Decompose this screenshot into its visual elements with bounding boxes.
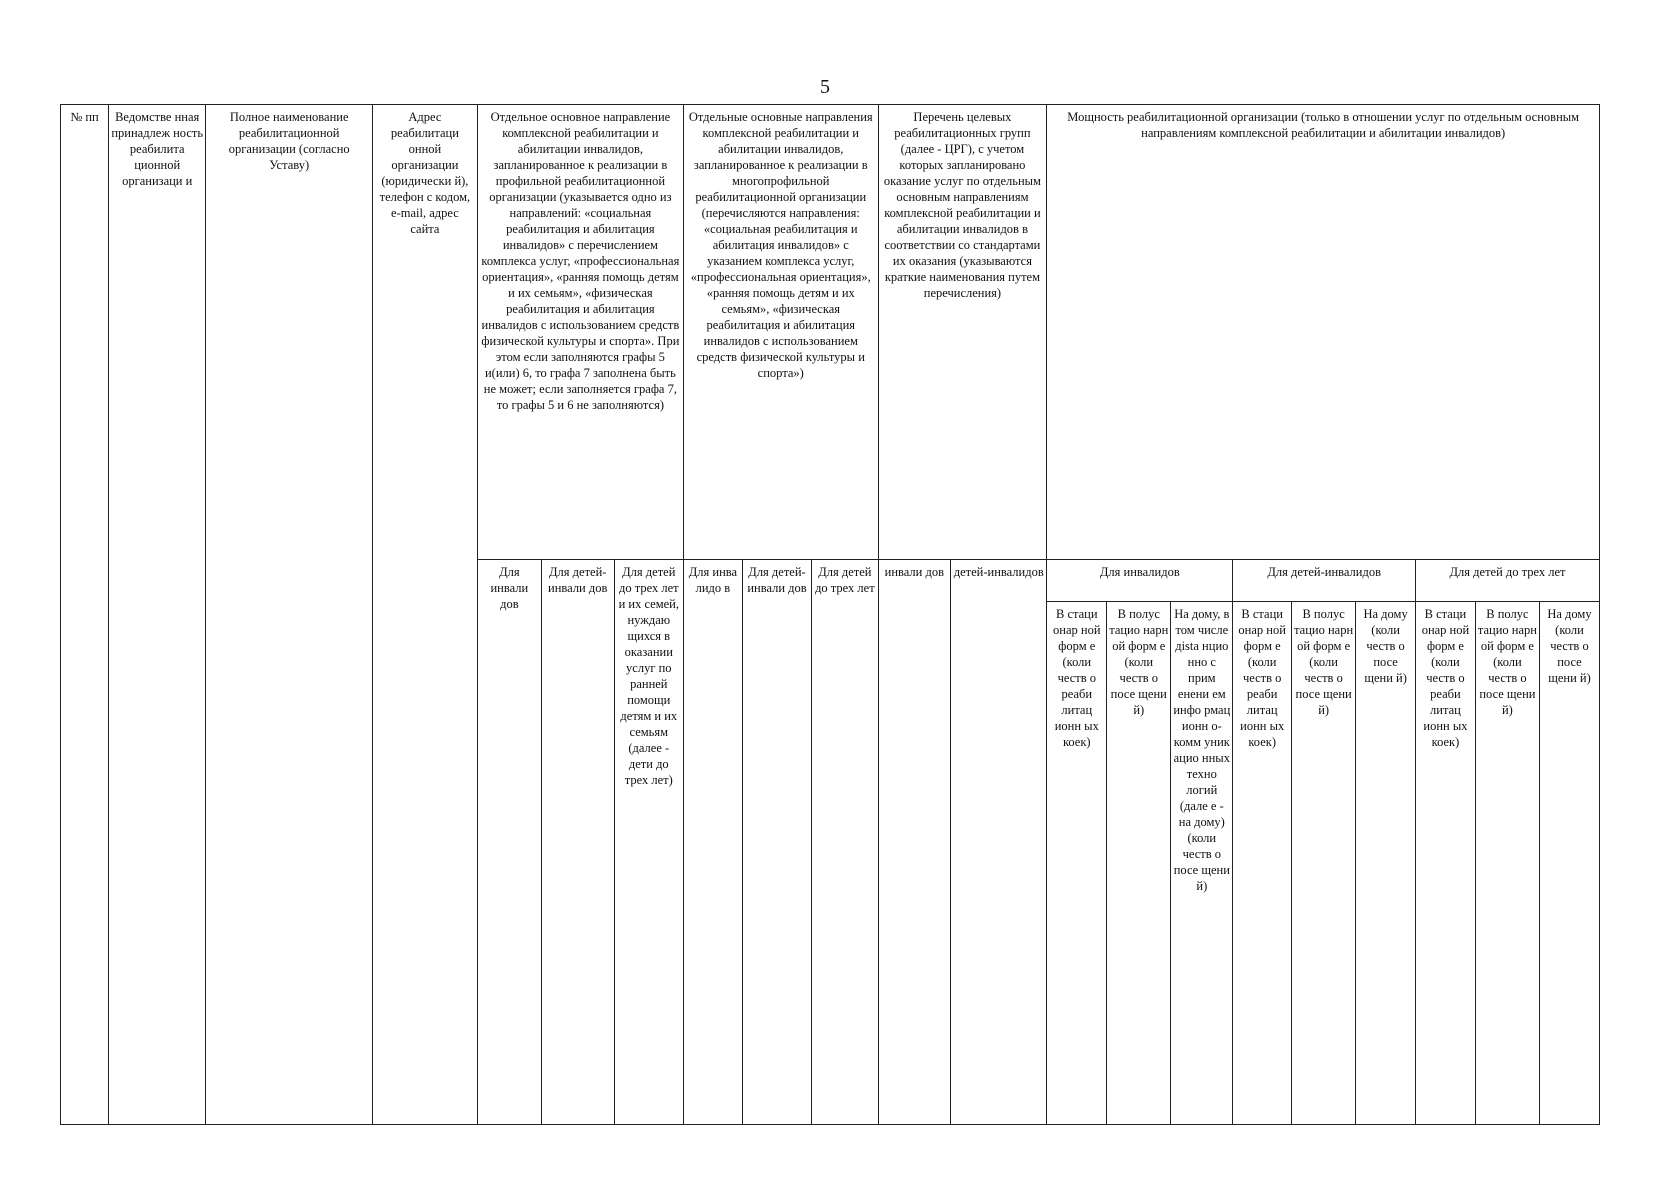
- leaf-disabled-stationary: В стаци онар ной форм е (коли честв о реаби литац ионн ых коек): [1047, 602, 1107, 1125]
- page-number: 5: [820, 76, 830, 98]
- leaf-disabled-children-home: На дому (коли честв о посе щени й): [1356, 602, 1416, 1125]
- sub-col6-disabled-children: Для детей-инвали дов: [742, 560, 811, 1125]
- header-target-groups: Перечень целевых реабилитационных групп (далее - ЦРГ), с учетом которых запланировано оказание услуг по отдельным основным направлениям комплексной реабилитации и абилитации инвалидов в соответствии со стандартами их оказания (указываются краткие наименования путем перечисления): [878, 105, 1047, 560]
- rehab-organizations-table: [60, 104, 1600, 1125]
- header-multiple-directions: Отдельные основные направления комплексной реабилитации и абилитации инвалидов, запланированное к реализации в многопрофильной реабилитационной организации (перечисляются направления: «социальная реабилитация и абилитация инвалидов» с указанием комплекса услуг, «профессиональная ориентация», «ранняя помощь детям и их семьям», «физическая реабилитация и абилитация инвалидов с использованием средств физической культуры и спорта»): [684, 105, 878, 560]
- header-full-name: Полное наименование реабилитационной организации (согласно Уставу): [206, 105, 373, 1125]
- group-children-under-three: Для детей до трех лет: [1416, 560, 1600, 602]
- group-disabled: Для инвалидов: [1047, 560, 1233, 602]
- sub-col7-disabled-children: детей-инвалидов: [951, 560, 1047, 1125]
- header-affiliation: Ведомстве нная принадлеж ность реабилита ционной организаци и: [109, 105, 206, 1125]
- sub-col6-children-under-three: Для детей до трех лет: [812, 560, 878, 1125]
- header-single-direction: Отдельное основное направление комплексной реабилитации и абилитации инвалидов, запланированное к реализации в профильной реабилитационной организации (указывается одно из направлений: «социальная реабилитация и абилитация инвалидов» с перечислением комплекса услуг, «профессиональная ориентация», «ранняя помощь детям и их семьям», «физическая реабилитация и абилитация инвалидов с использованием средств физической культуры и спорта». При этом если заполняются графы 5 и(или) 6, то графа 7 заполнена быть не может; если заполняется графа 7, то графы 5 и 6 не заполняются): [477, 105, 683, 560]
- leaf-disabled-children-semi-stationary: В полус тацио нарн ой форм е (коли честв о посе щени й): [1292, 602, 1356, 1125]
- sub-col5-children-under-three: Для детей до трех лет и их семей, нуждаю щихся в оказании услуг по ранней помощи детям и их семьям (далее - дети до трех лет): [614, 560, 683, 1125]
- header-number: № пп: [61, 105, 109, 1125]
- leaf-children-under-three-home: На дому (коли честв о посе щени й): [1539, 602, 1599, 1125]
- leaf-children-under-three-semi-stationary: В полус тацио нарн ой форм е (коли честв о посе щени й): [1475, 602, 1539, 1125]
- sub-col5-disabled-children: Для детей-инвали дов: [541, 560, 614, 1125]
- group-disabled-children: Для детей-инвалидов: [1233, 560, 1416, 602]
- header-capacity: Мощность реабилитационной организации (только в отношении услуг по отдельным основным направлениям комплексной реабилитации и абилитации инвалидов): [1047, 105, 1600, 560]
- leaf-children-under-three-stationary: В стаци онар ной форм е (коли честв о реаби литац ионн ых коек): [1416, 602, 1476, 1125]
- leaf-disabled-semi-stationary: В полус тацио нарн ой форм е (коли честв о посе щени й): [1107, 602, 1171, 1125]
- leaf-disabled-children-stationary: В стаци онар ной форм е (коли честв о реаби литац ионн ых коек): [1233, 602, 1292, 1125]
- header-address: Адрес реабилитаци онной организации (юридически й), телефон с кодом, e-mail, адрес сайта: [373, 105, 478, 1125]
- sub-col5-disabled: Для инвали дов: [477, 560, 541, 1125]
- leaf-disabled-home: На дому, в том числе дista нцио нно с прим енени ем инфо рмац ионн о-комм уник ацио нных техно логий (дале е - на дому) (коли честв о посе щени й): [1171, 602, 1233, 1125]
- sub-col6-disabled: Для инва лидо в: [684, 560, 743, 1125]
- sub-col7-disabled: инвали дов: [878, 560, 951, 1125]
